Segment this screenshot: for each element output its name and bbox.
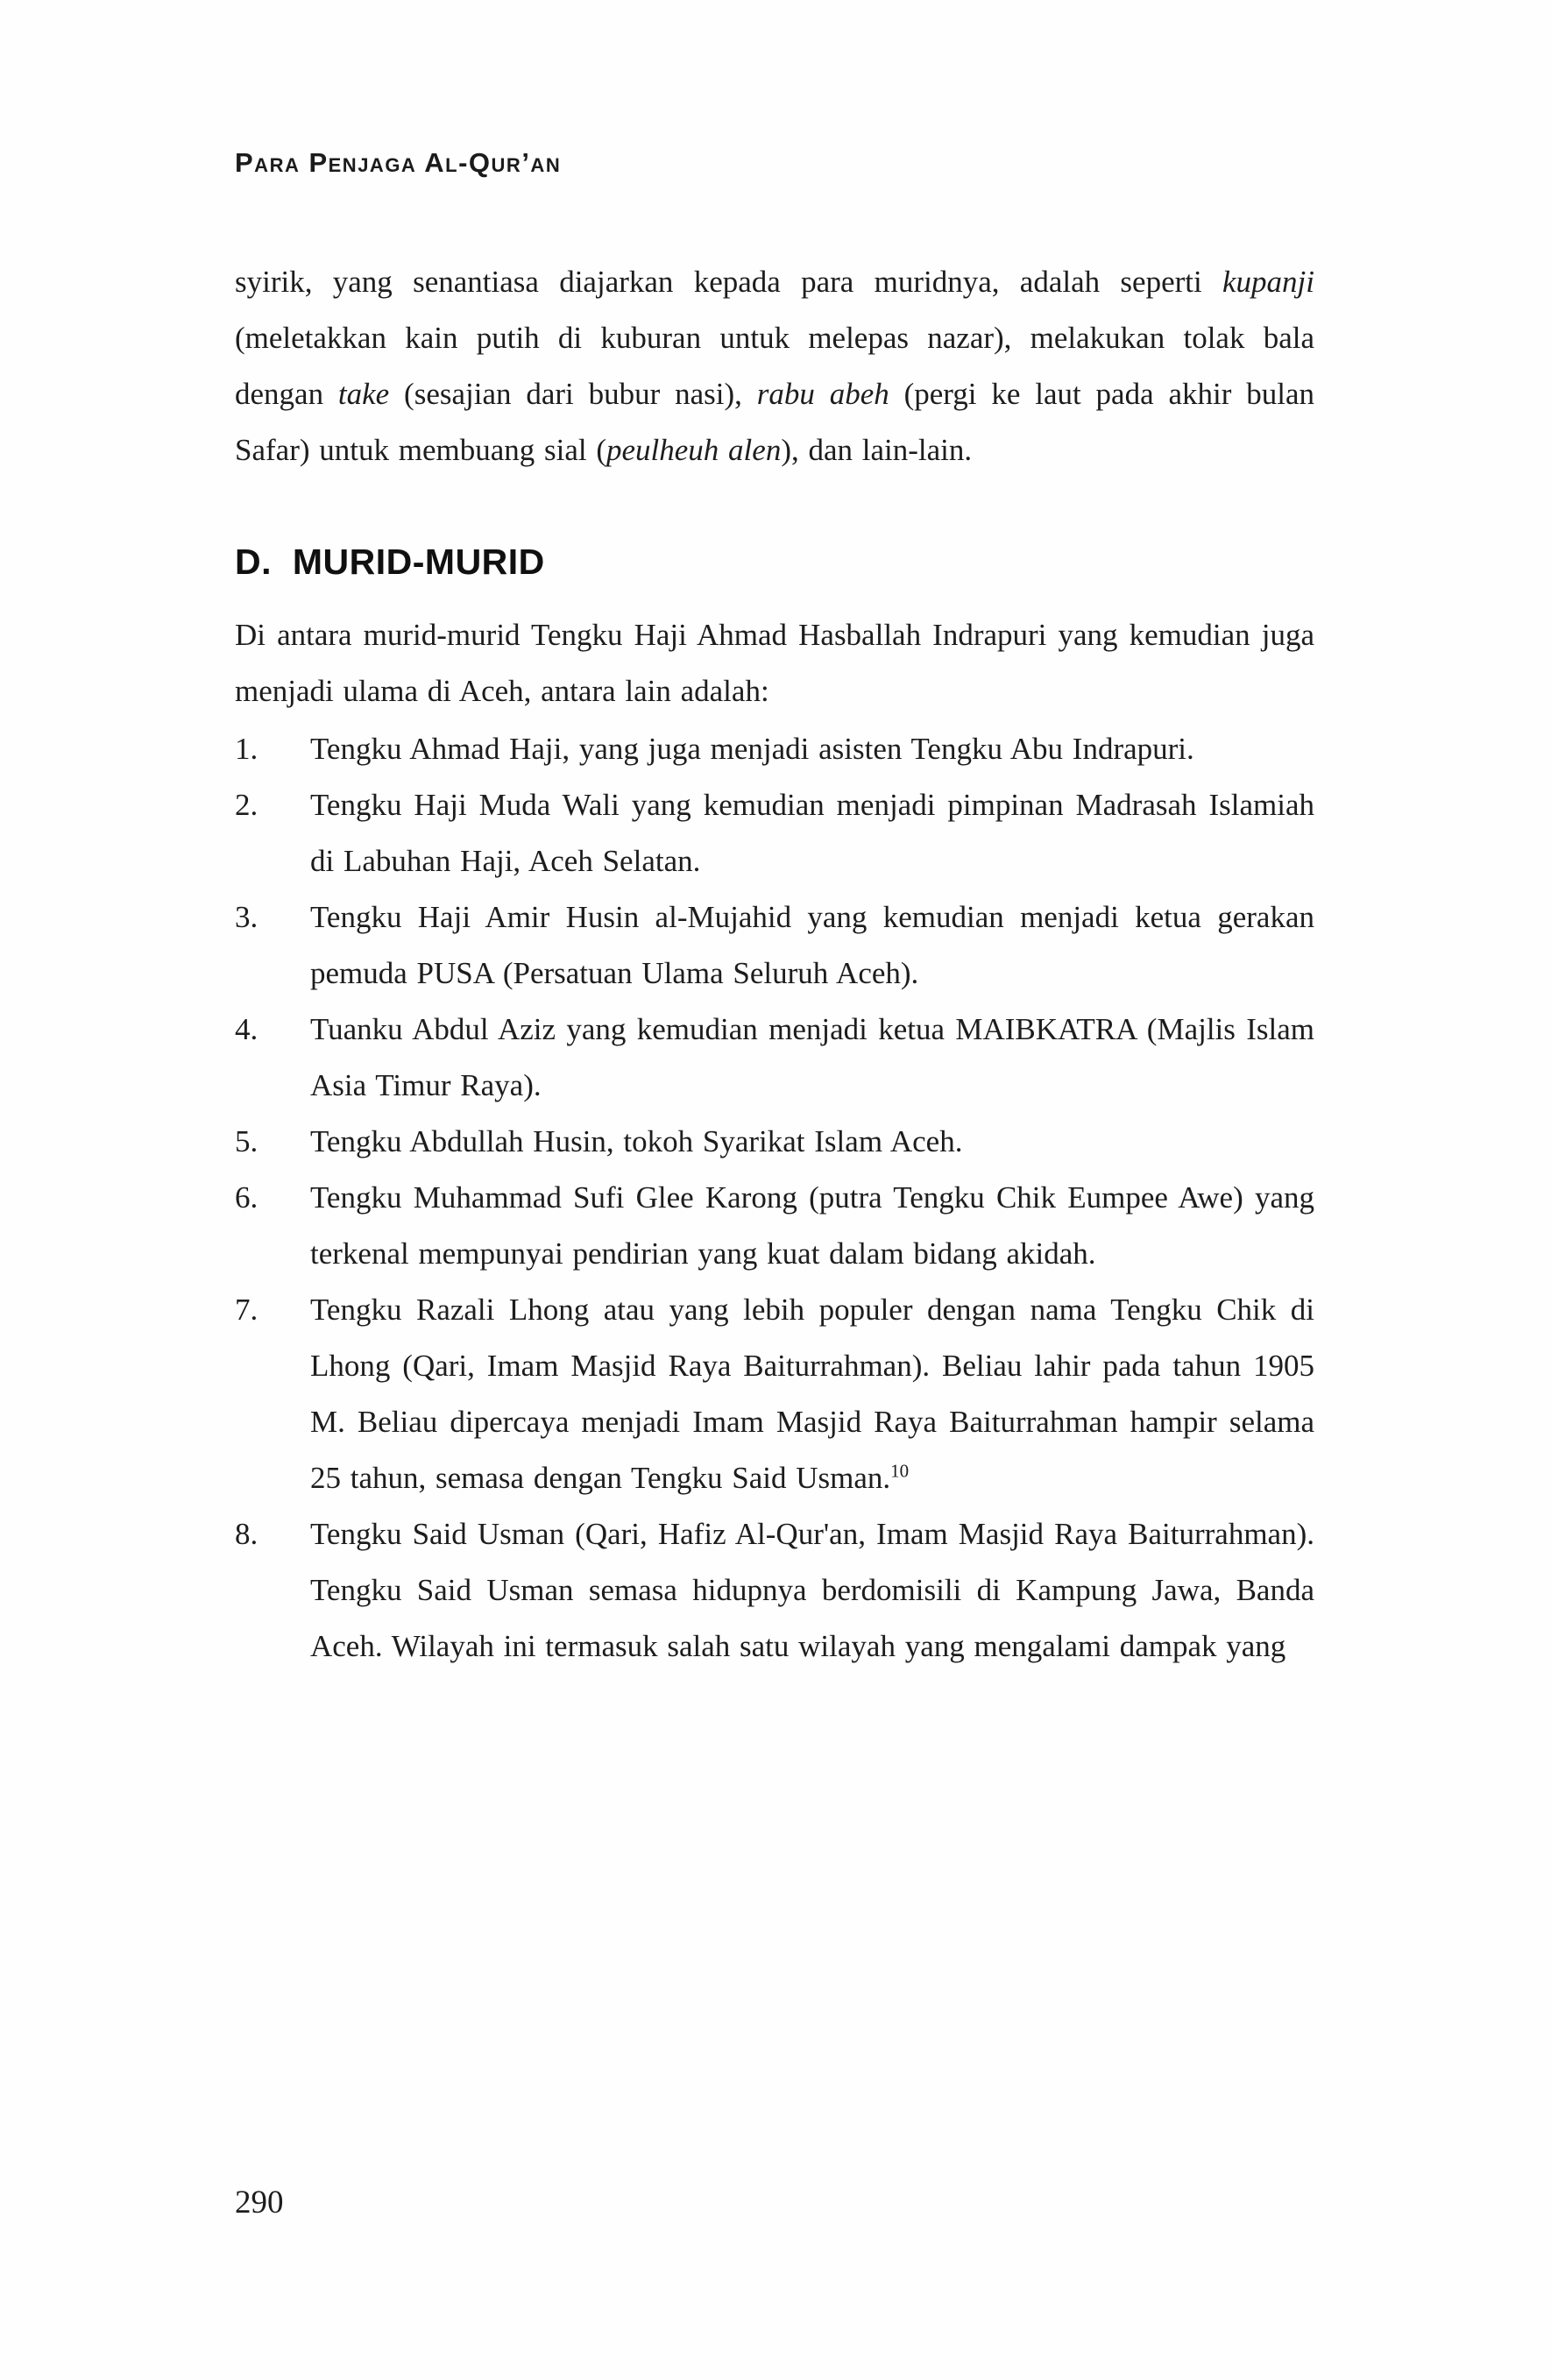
text-segment: Tengku Razali Lhong atau yang lebih populer dengan nama Tengku Chik di Lhong (Qari, Imam Masjid Raya Baiturrahman). Beliau lahir pada tahun 1905 M. Beliau dipercaya menjadi Imam Masjid Raya Baiturrahman hampir selama 25 tahun, semasa dengan Tengku Said Usman. <box>310 1293 1314 1495</box>
list-item <box>235 1002 1314 1114</box>
murid-list <box>235 721 1314 1675</box>
text-segment: (sesajian dari bubur nasi), <box>389 377 757 411</box>
list-item <box>235 1170 1314 1282</box>
list-item <box>235 777 1314 889</box>
list-item <box>235 889 1314 1002</box>
list-item-text: Tengku Muhammad Sufi Glee Karong (putra Tengku Chik Eumpee Awe) yang terkenal mempunyai pendirian yang kuat dalam bidang akidah. <box>310 1180 1314 1271</box>
list-item-text: Tengku Ahmad Haji, yang juga menjadi asisten Tengku Abu Indrapuri. <box>310 732 1194 766</box>
italic-term: kupanji <box>1222 265 1314 299</box>
list-item-text: Tengku Haji Amir Husin al-Mujahid yang kemudian menjadi ketua gerakan pemuda PUSA (Persatuan Ulama Seluruh Aceh). <box>310 900 1314 990</box>
paragraph-continuation <box>235 254 1314 478</box>
italic-term: take <box>337 377 390 411</box>
list-item <box>235 721 1314 777</box>
list-item-number: 1. <box>235 732 258 766</box>
list-item-number: 3. <box>235 900 258 934</box>
list-item-text: Tengku Haji Muda Wali yang kemudian menjadi pimpinan Madrasah Islamiah di Labuhan Haji, Aceh Selatan. <box>310 788 1314 878</box>
page-number: 290 <box>235 2185 284 2221</box>
list-item-number: 8. <box>235 1517 258 1551</box>
list-item-text <box>310 1282 1314 1506</box>
footnote-marker: 10 <box>890 1460 910 1482</box>
text-segment: syirik, yang senantiasa diajarkan kepada para muridnya, adalah seperti <box>235 265 1223 299</box>
text-segment: ), dan lain-lain. <box>781 433 973 467</box>
text-segment: (pergi ke laut pada akhir bulan Safar) untuk membuang sial ( <box>235 377 1314 467</box>
italic-term: rabu abeh <box>756 377 889 411</box>
list-item <box>235 1114 1314 1170</box>
list-item-number: 4. <box>235 1012 258 1046</box>
text-segment: (meletakkan kain putih di kuburan untuk melepas nazar), melakukan tolak bala dengan <box>235 321 1314 411</box>
list-item-text: Tengku Abdullah Husin, tokoh Syarikat Islam Aceh. <box>310 1124 963 1158</box>
running-header: Para Penjaga Al-Qur’an <box>235 147 562 178</box>
section-intro: Di antara murid-murid Tengku Haji Ahmad Hasballah Indrapuri yang kemudian juga menjadi ulama di Aceh, antara lain adalah: <box>235 618 1314 708</box>
list-item-number: 7. <box>235 1293 258 1327</box>
italic-term: peulheuh alen <box>606 433 782 467</box>
list-item-number: 2. <box>235 788 258 822</box>
list-item-text: Tuanku Abdul Aziz yang kemudian menjadi ketua MAIBKATRA (Majlis Islam Asia Timur Raya). <box>310 1012 1314 1102</box>
list-item-text: Tengku Said Usman (Qari, Hafiz Al-Qur'an, Imam Masjid Raya Baiturrahman). Tengku Said Usman semasa hidupnya berdomisili di Kampung Jawa, Banda Aceh. Wilayah ini termasuk salah satu wilayah yang mengalami dampak yang <box>310 1517 1314 1663</box>
list-item-number: 6. <box>235 1180 258 1215</box>
list-item <box>235 1506 1314 1675</box>
list-item <box>235 1282 1314 1506</box>
list-item-number: 5. <box>235 1124 258 1158</box>
section-heading: D. MURID-MURID <box>235 542 545 582</box>
